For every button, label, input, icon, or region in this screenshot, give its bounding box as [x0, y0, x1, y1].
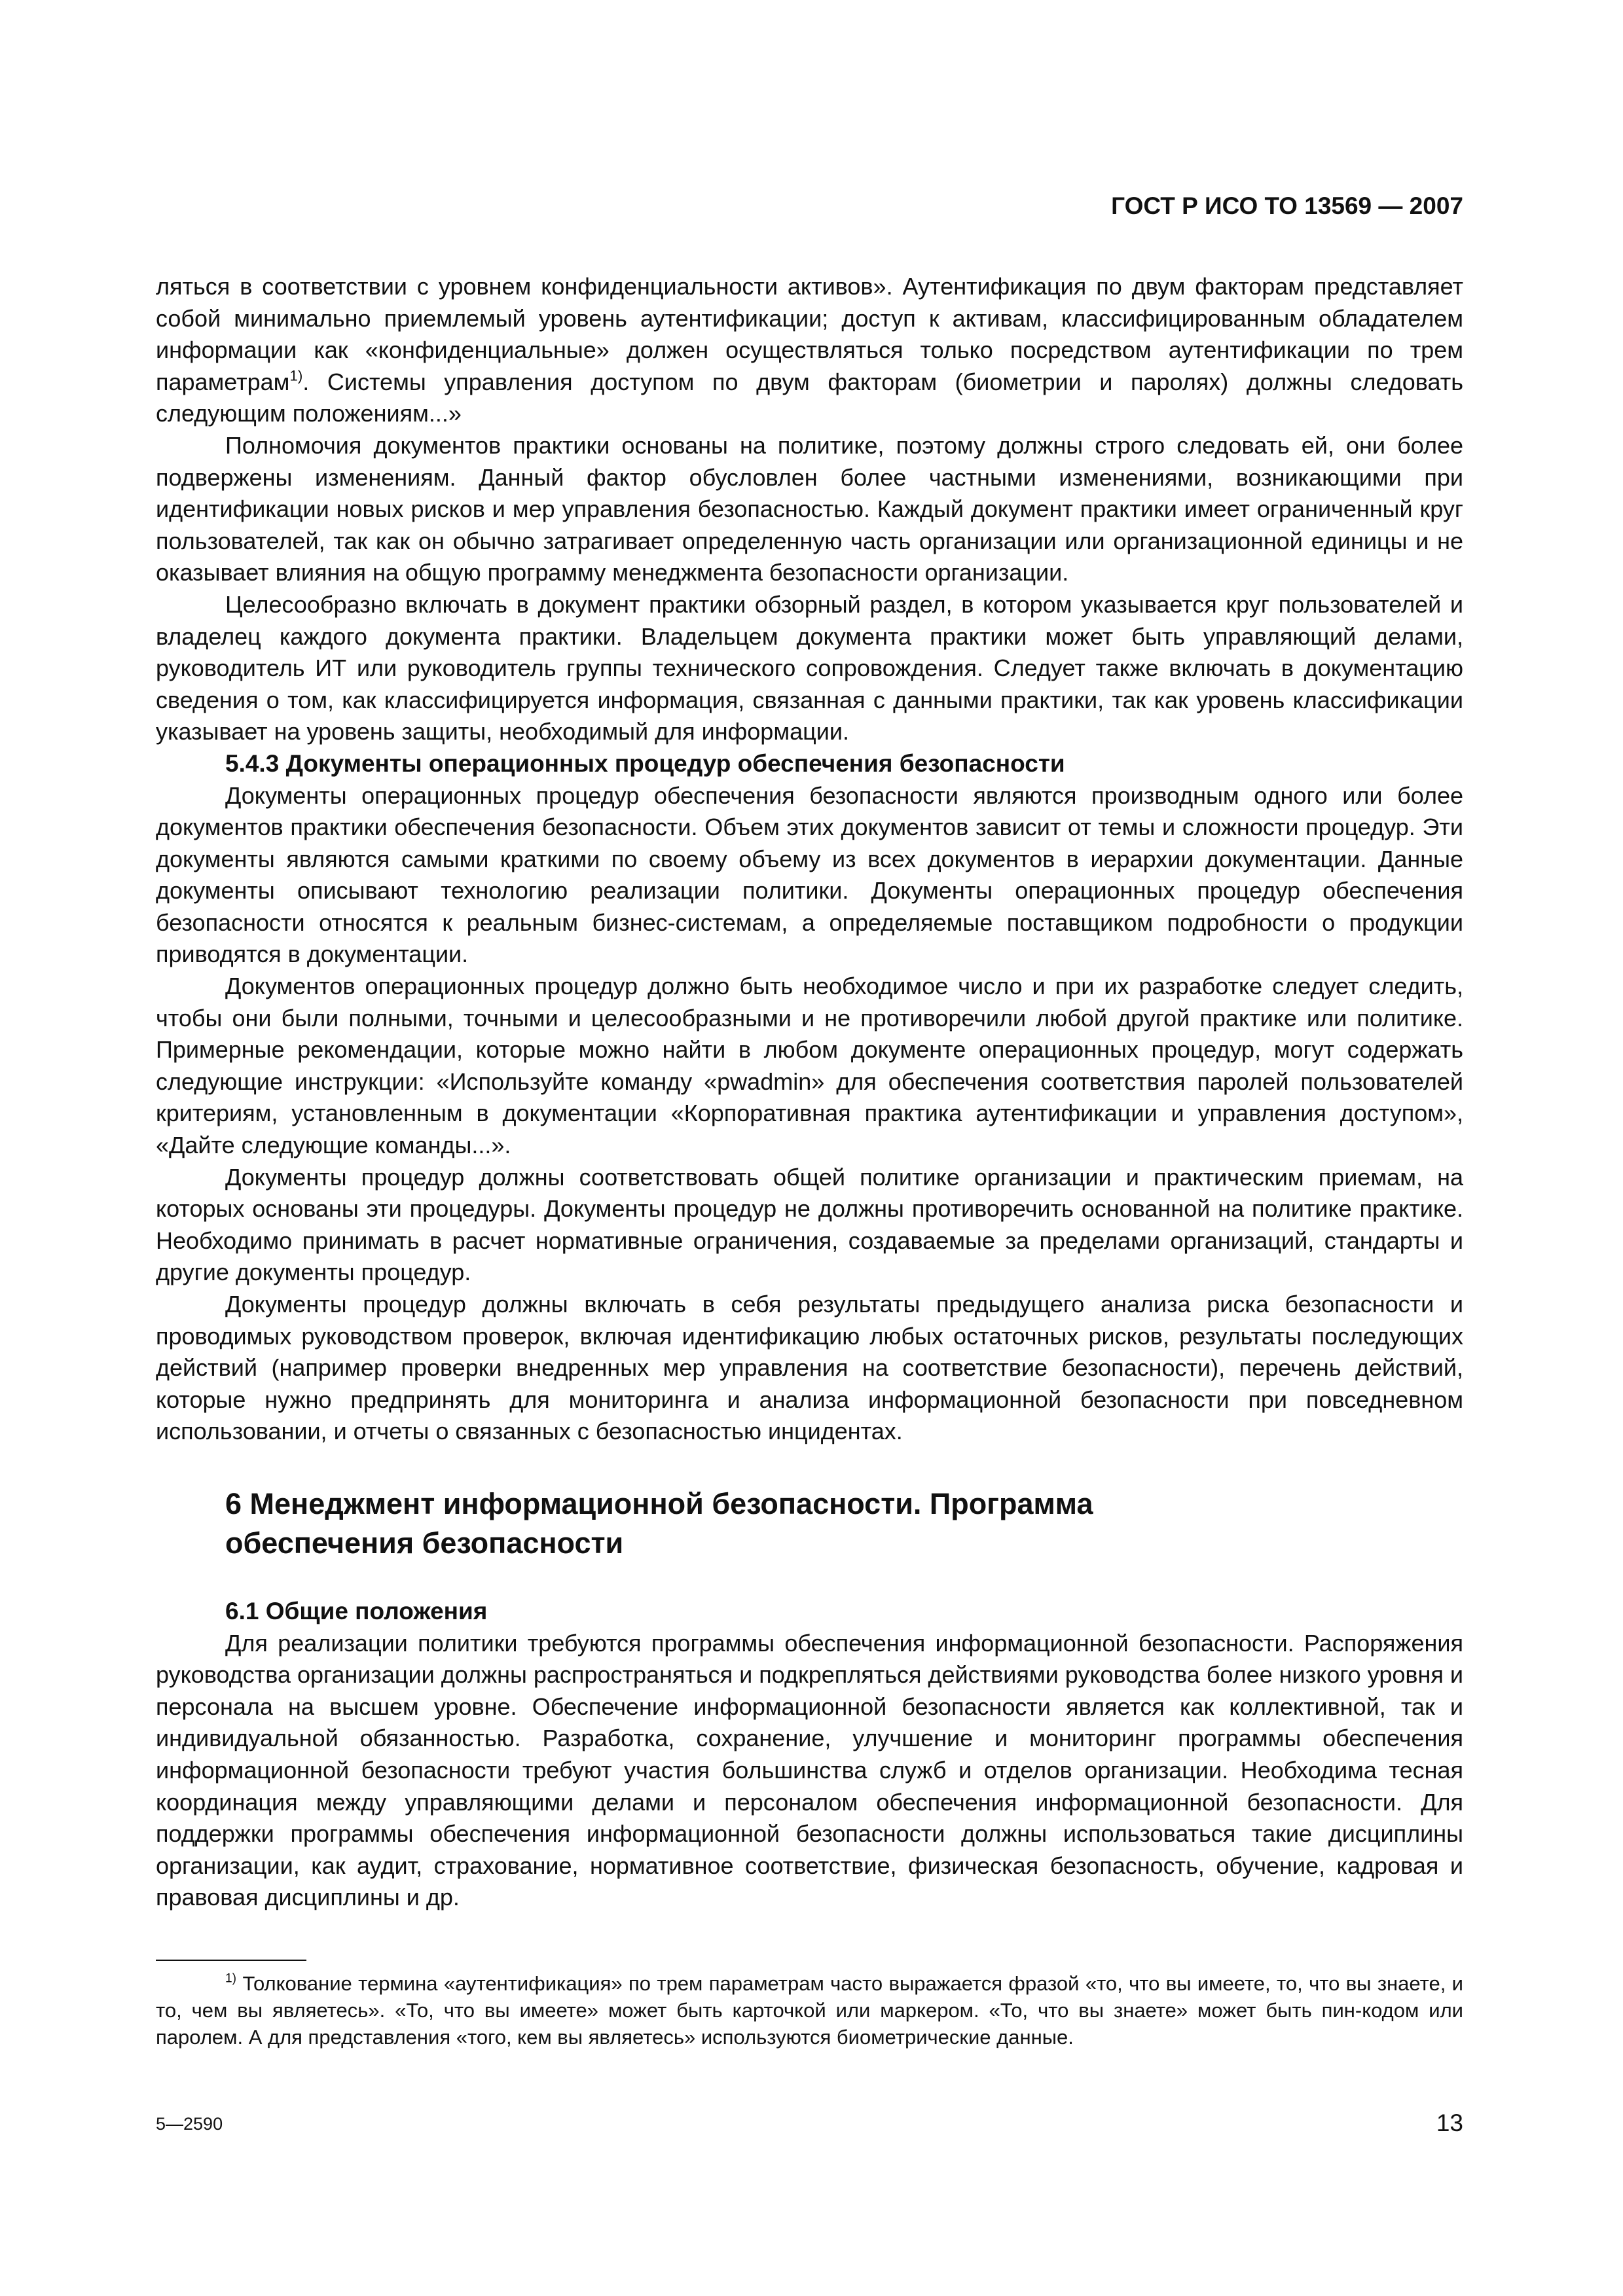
paragraph: Документы процедур должны включать в себя результаты предыдущего анализа риска безопасности и проводимых руководством проверок, включая идентификацию любых остаточных рисков, результаты последующих действий (например проверки внедренных мер управления на соответствие безопасности), перечень действий, которые нужно предпринять для мониторинга и анализа информационной безопасности при повседневном использовании, и отчеты о связанных с безопасностью инцидентах. — [156, 1291, 1463, 1445]
footnote-text: $^{1)}$ Толкование термина «аутентификация» по трем параметрам часто выражается фразой «то, что вы имеете, то, что вы знаете, и то, чем вы являетесь». «То, что вы имеете» может быть карточкой или маркером. «То, что вы знаете» может быть пин-кодом или паролем. А для представления «того, кем вы являетесь» используются биометрические данные. — [156, 1971, 1463, 2049]
footnote — [156, 1970, 1463, 2051]
standard-header: ГОСТ Р ИСО ТО 13569 — 2007 — [1111, 192, 1463, 219]
page-number: 13 — [1436, 2109, 1463, 2136]
footnote-marker: 1) — [225, 1971, 237, 1986]
footnote-reference[interactable]: 1) — [289, 367, 303, 384]
subsection-heading-6-1: 6.1 Общие положения — [225, 1597, 488, 1624]
subsection-heading-5-4-3: 5.4.3 Документы операционных процедур обеспечения безопасности — [225, 749, 1065, 777]
paragraph: Документы операционных процедур обеспечения безопасности являются производным одного или более документов практики обеспечения безопасности. Объем этих документов зависит от темы и сложности процедур. Эти документы являются самыми краткими по своему объему из всех документов в иерархии документации. Данные документы описывают технологию реализации политики. Документы операционных процедур обеспечения безопасности относятся к реальным бизнес-системам, а определяемые поставщиком подробности о продукции приводятся в документации. — [156, 781, 1463, 968]
footnote-divider — [156, 1960, 306, 1961]
paragraph-continuation: ляться в соответствии с уровнем конфиденциальности активов». Аутентификация по двум факторам представляет собой минимально приемлемый уровень аутентификации; доступ к активам, классифицированным обладателем информации как «конфиденциальные» должен осуществляться только посредством аутентификации по трем параметрам$^{1)}$. Системы управления доступом по двум факторам (биометрии и паролях) должны следовать следующим положениям...» — [156, 273, 1463, 427]
paragraph: Документы процедур должны соответствовать общей политике организации и практическим приемам, на которых основаны эти процедуры. Документы процедур не должны противоречить основанной на политике практике. Необходимо принимать в расчет нормативные ограничения, создаваемые за пределами организаций, стандарты и другие документы процедур. — [156, 1163, 1463, 1286]
body-text — [156, 271, 1463, 1914]
print-code: 5—2590 — [156, 2114, 223, 2134]
section-heading-6 — [156, 1484, 1338, 1563]
paragraph: Целесообразно включать в документ практики обзорный раздел, в котором указывается круг пользователей и владелец каждого документа практики. Владельцем документа практики может быть управляющий делами, руководитель ИТ или руководитель группы технического сопровождения. Следует также включать в документацию сведения о том, как классифицируется информация, связанная с данными практики, так как уровень классификации указывает на уровень защиты, необходимый для информации. — [156, 590, 1463, 745]
paragraph: Документов операционных процедур должно быть необходимое число и при их разработке следует следить, чтобы они были полными, точными и целесообразными и не противоречили любой другой практике или политике. Примерные рекомендации, которые можно найти в любом документе операционных процедур, могут содержать следующие инструкции: «Используйте команду «pwadmin» для обеспечения соответствия паролей пользователей критериям, установленным в документации «Корпоративная практика аутентификации и управления доступом», «Дайте следующие команды...». — [156, 973, 1463, 1159]
section-heading-line: 6 Менеджмент информационной безопасности. Программа — [225, 1486, 1093, 1520]
paragraph: Для реализации политики требуются программы обеспечения информационной безопасности. Распоряжения руководства организации должны распространяться и подкрепляться действиями руководства более низкого уровня и персонала на высшем уровне. Обеспечение информационной безопасности является как коллективной, так и индивидуальной обязанностью. Разработка, сохранение, улучшение и мониторинг программы обеспечения информационной безопасности требуют участия большинства служб и отделов организации. Необходима тесная координация между управляющими делами и персоналом обеспечения информационной безопасности. Для поддержки программы обеспечения информационной безопасности должны использоваться такие дисциплины организации, как аудит, страхование, нормативное соответствие, физическая безопасность, обучение, кадровая и правовая дисциплины и др. — [156, 1629, 1463, 1911]
paragraph: Полномочия документов практики основаны на политике, поэтому должны строго следовать ей, они более подвержены изменениям. Данный фактор обусловлен более частными изменениями, возникающими при идентификации новых рисков и мер управления безопасностью. Каждый документ практики имеет ограниченный круг пользователей, так как он обычно затрагивает определенную часть организации или организационной единицы и не оказывает влияния на общую программу менеджмента безопасности организации. — [156, 431, 1463, 586]
section-heading-line: обеспечения безопасности — [225, 1526, 624, 1560]
